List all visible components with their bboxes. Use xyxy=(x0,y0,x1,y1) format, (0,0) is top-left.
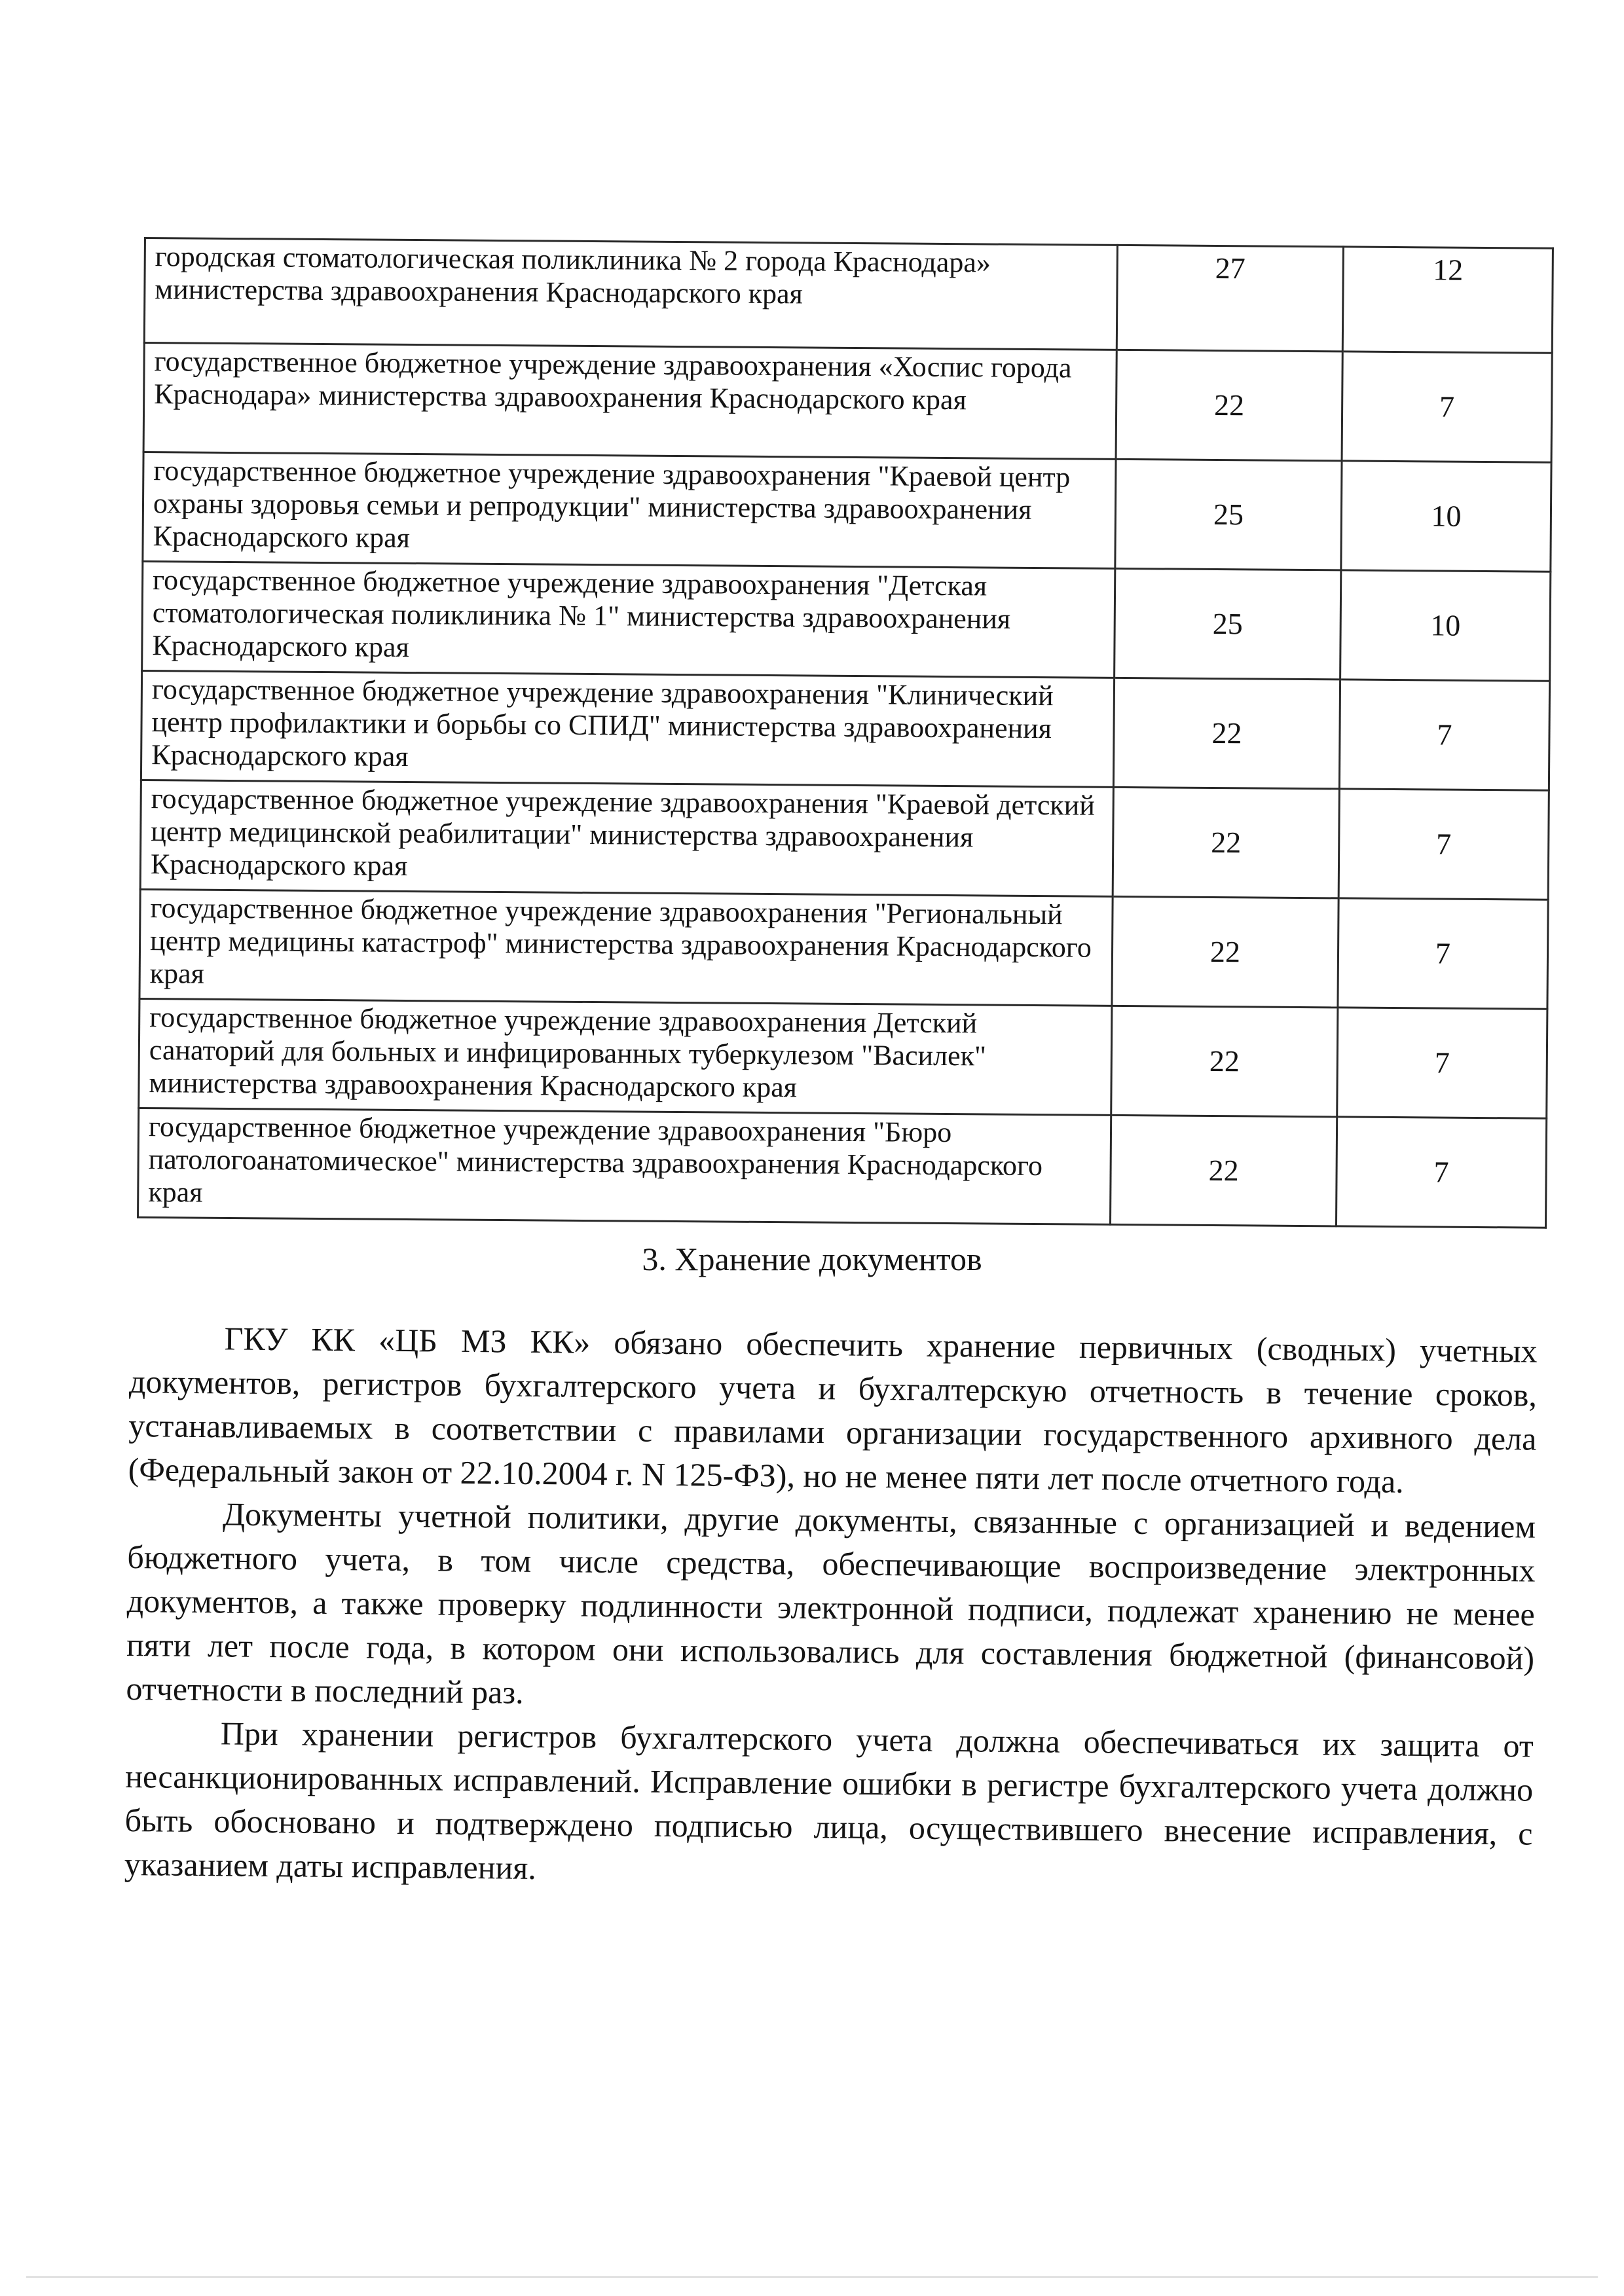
value-a-cell: 25 xyxy=(1115,459,1342,570)
value-b-cell: 7 xyxy=(1337,1008,1547,1118)
value-b-cell: 10 xyxy=(1341,461,1551,572)
organization-name-cell: городская стоматологическая поликлиника № 2 города Краснодара» министерства здравоохранения Краснодарского края xyxy=(144,238,1117,350)
organization-name-cell: государственное бюджетное учреждение здравоохранения "Клинический центр профилактики и борьбы со СПИД" министерства здравоохранения Краснодарского края xyxy=(141,670,1114,787)
section-heading: 3. Хранение документов xyxy=(642,1241,982,1277)
value-b-cell: 10 xyxy=(1340,570,1551,681)
organizations-table xyxy=(137,237,1554,1229)
value-b-cell: 7 xyxy=(1336,1117,1546,1228)
section-body xyxy=(124,1316,1538,1900)
paragraph: ГКУ КК «ЦБ МЗ КК» обязано обеспечить хранение первичных (сводных) учетных документов, регистров бухгалтерского учета и бухгалтерскую отчетность в течение сроков, устанавливаемых в соответствии с правилами организации государственного архивного дела (Федеральный закон от 22.10.2004 г. N 125-ФЗ), но не менее пяти лет после отчетного года. xyxy=(128,1320,1538,1500)
table-row xyxy=(139,998,1547,1118)
organization-name-cell: государственное бюджетное учреждение здравоохранения "Бюро патологоанатомическое" министерства здравоохранения Краснодарского края xyxy=(138,1108,1111,1224)
value-b-cell: 7 xyxy=(1338,789,1549,900)
table-row xyxy=(144,238,1553,354)
organization-name-cell: государственное бюджетное учреждение здравоохранения «Хоспис города Краснодара» министерства здравоохранения Краснодарского края xyxy=(143,343,1116,460)
organization-name-cell: государственное бюджетное учреждение здравоохранения "Краевой детский центр медицинской реабилитации" министерства здравоохранения Краснодарского края xyxy=(140,780,1113,896)
value-a-cell: 22 xyxy=(1112,896,1338,1008)
organization-name-cell: государственное бюджетное учреждение здравоохранения "Региональный центр медицины катастроф" министерства здравоохранения Краснодарского края xyxy=(139,889,1113,1006)
value-a-cell: 27 xyxy=(1116,245,1343,352)
paragraph: При хранении регистров бухгалтерского учета должна обеспечиваться их защита от несанкционированных исправлений. Исправление ошибки в регистре бухгалтерского учета должно быть обосновано и подтверждено подписью лица, осуществившего внесение исправления, с указанием даты исправления. xyxy=(124,1715,1534,1886)
table-row xyxy=(141,670,1549,790)
organization-name-cell: государственное бюджетное учреждение здравоохранения "Детская стоматологическая поликлиника № 1" министерства здравоохранения Краснодарского края xyxy=(142,561,1115,678)
paragraph: Документы учетной политики, другие документы, связанные с организацией и ведением бюджетного учета, в том числе средства, обеспечивающие воспроизведение электронных документов, а также проверку подлинности электронной подписи, подлежат хранению не менее пяти лет после года, в котором они использовались для составления бюджетной (финансовой) отчетности в последний раз. xyxy=(126,1495,1536,1711)
value-a-cell: 22 xyxy=(1113,787,1339,898)
value-a-cell: 22 xyxy=(1110,1115,1337,1226)
table-row xyxy=(142,561,1551,681)
value-b-cell: 7 xyxy=(1338,898,1548,1009)
table-row xyxy=(143,343,1552,463)
value-a-cell: 25 xyxy=(1115,568,1341,680)
table-row xyxy=(140,780,1549,900)
value-b-cell: 7 xyxy=(1339,680,1549,790)
organization-name-cell: государственное бюджетное учреждение здравоохранения "Краевой центр охраны здоровья семьи и репродукции" министерства здравоохранения Краснодарского края xyxy=(143,452,1116,569)
scan-edge-line xyxy=(26,2276,1598,2278)
table-row xyxy=(143,452,1551,572)
value-a-cell: 22 xyxy=(1113,678,1340,789)
value-a-cell: 22 xyxy=(1116,350,1342,461)
organization-name-cell: государственное бюджетное учреждение здравоохранения Детский санаторий для больных и инфицированных туберкулезом "Василек" министерства здравоохранения Краснодарского края xyxy=(139,998,1112,1115)
value-b-cell: 12 xyxy=(1342,247,1553,353)
table-row xyxy=(139,889,1548,1009)
value-b-cell: 7 xyxy=(1342,352,1552,462)
value-a-cell: 22 xyxy=(1111,1006,1338,1117)
table-row xyxy=(138,1108,1547,1228)
